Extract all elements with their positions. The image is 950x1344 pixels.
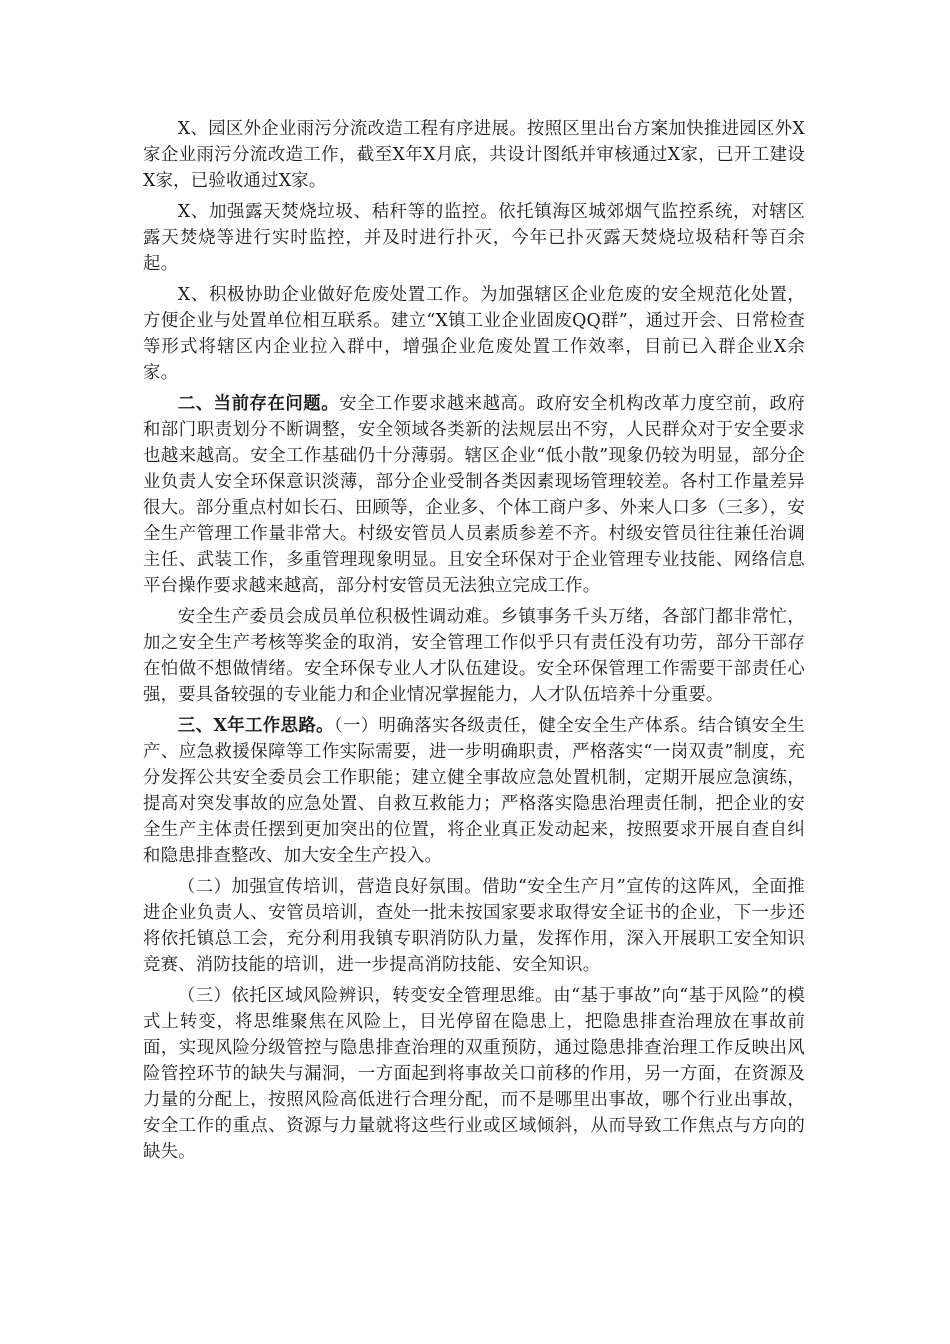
- paragraph-current-problems: [143, 391, 805, 599]
- paragraph-hazardous-waste: [143, 282, 805, 386]
- paragraph-text: 安全生产委员会成员单位积极性调动难。乡镇事务千头万绪，各部门都非常忙，加之安全生产考核等奖金的取消，安全管理工作似乎只有责任没有功劳，部分干部存在怕做不想做情绪。安全环保专业人才队伍建设。安全环保管理工作需要干部责任心强，要具备较强的专业能力和企业情况掌握能力，人才队伍培养十分重要。: [143, 607, 805, 705]
- paragraph-text: 安全工作要求越来越高。政府安全机构改革力度空前，政府和部门职责划分不断调整，安全领域各类新的法规层出不穷，人民群众对于安全要求也越来越高。安全工作基础仍十分薄弱。辖区企业“低小散”现象仍较为明显，部分企业负责人安全环保意识淡薄，部分企业受制各类因素现场管理较差。各村工作量差异很大。部分重点村如长石、田顾等，企业多、个体工商户多、外来人口多（三多），安全生产管理工作量非常大。村级安管员人员素质参差不齐。村级安管员往往兼任治调主任、武装工作，多重管理现象明显。且安全环保对于企业管理专业技能、网络信息平台操作要求越来越高，部分村安管员无法独立完成工作。: [143, 394, 805, 596]
- paragraph-text: （三）依托区域风险辨识，转变安全管理思维。由“基于事故”向“基于风险”的模式上转变，将思维聚焦在风险上，目光停留在隐患上，把隐患排查治理放在事故前面，实现风险分级管控与隐患排查治理的双重预防，通过隐患排查治理工作反映出风险管控环节的缺失与漏洞，一方面起到将事故关口前移的作用，另一方面，在资源及力量的分配上，按照风险高低进行合理分配，而不是哪里出事故，哪个行业出事故，安全工作的重点、资源与力量就将这些行业或区域倾斜，从而导致工作焦点与方向的缺失。: [143, 986, 805, 1162]
- paragraph-risk-identification: [143, 983, 805, 1165]
- paragraph-committee-motivation: [143, 604, 805, 708]
- section-heading: 二、当前存在问题。: [177, 394, 340, 414]
- paragraph-text: （二）加强宣传培训，营造良好氛围。借助“安全生产月”宣传的这阵风，全面推进企业负责人、安管员培训，查处一批未按国家要求取得安全证书的企业，下一步还将依托镇总工会，充分利用我镇专职消防队力量，发挥作用，深入开展职工安全知识竞赛、消防技能的培训，进一步提高消防技能、安全知识。: [143, 877, 805, 975]
- paragraph-text: X、加强露天焚烧垃圾、秸秆等的监控。依托镇海区城郊烟气监控系统，对辖区露天焚烧等进行实时监控，并及时进行扑灭，今年已扑灭露天焚烧垃圾秸秆等百余起。: [143, 202, 805, 274]
- paragraph-text: X、积极协助企业做好危废处置工作。为加强辖区企业危废的安全规范化处置，方便企业与处置单位相互联系。建立“X镇工业企业固废QQ群”，通过开会、日常检查等形式将辖区内企业拉入群中，增强企业危废处置工作效率，目前已入群企业X余家。: [143, 285, 805, 383]
- paragraph-text: （一）明确落实各级责任，健全安全生产体系。结合镇安全生产、应急救援保障等工作实际需要，进一步明确职责，严格落实“一岗双责”制度，充分发挥公共安全委员会工作职能；建立健全事故应急处置机制，定期开展应急演练，提高对突发事故的应急处置、自救互救能力；严格落实隐患治理责任制，把企业的安全生产主体责任摆到更加突出的位置，将企业真正发动起来，按照要求开展自查自纠和隐患排查整改、加大安全生产投入。: [143, 716, 806, 866]
- document-body: [143, 116, 805, 1170]
- paragraph-text: X、园区外企业雨污分流改造工程有序进展。按照区里出台方案加快推进园区外X家企业雨污分流改造工作，截至X年X月底，共设计图纸并审核通过X家，已开工建设X家，已验收通过X家。: [143, 119, 805, 191]
- paragraph-sewage-separation: [143, 116, 805, 194]
- paragraph-burning-monitoring: [143, 199, 805, 277]
- section-heading: 三、X年工作思路。: [177, 716, 334, 736]
- paragraph-work-plan: [143, 713, 805, 869]
- paragraph-publicity-training: [143, 874, 805, 978]
